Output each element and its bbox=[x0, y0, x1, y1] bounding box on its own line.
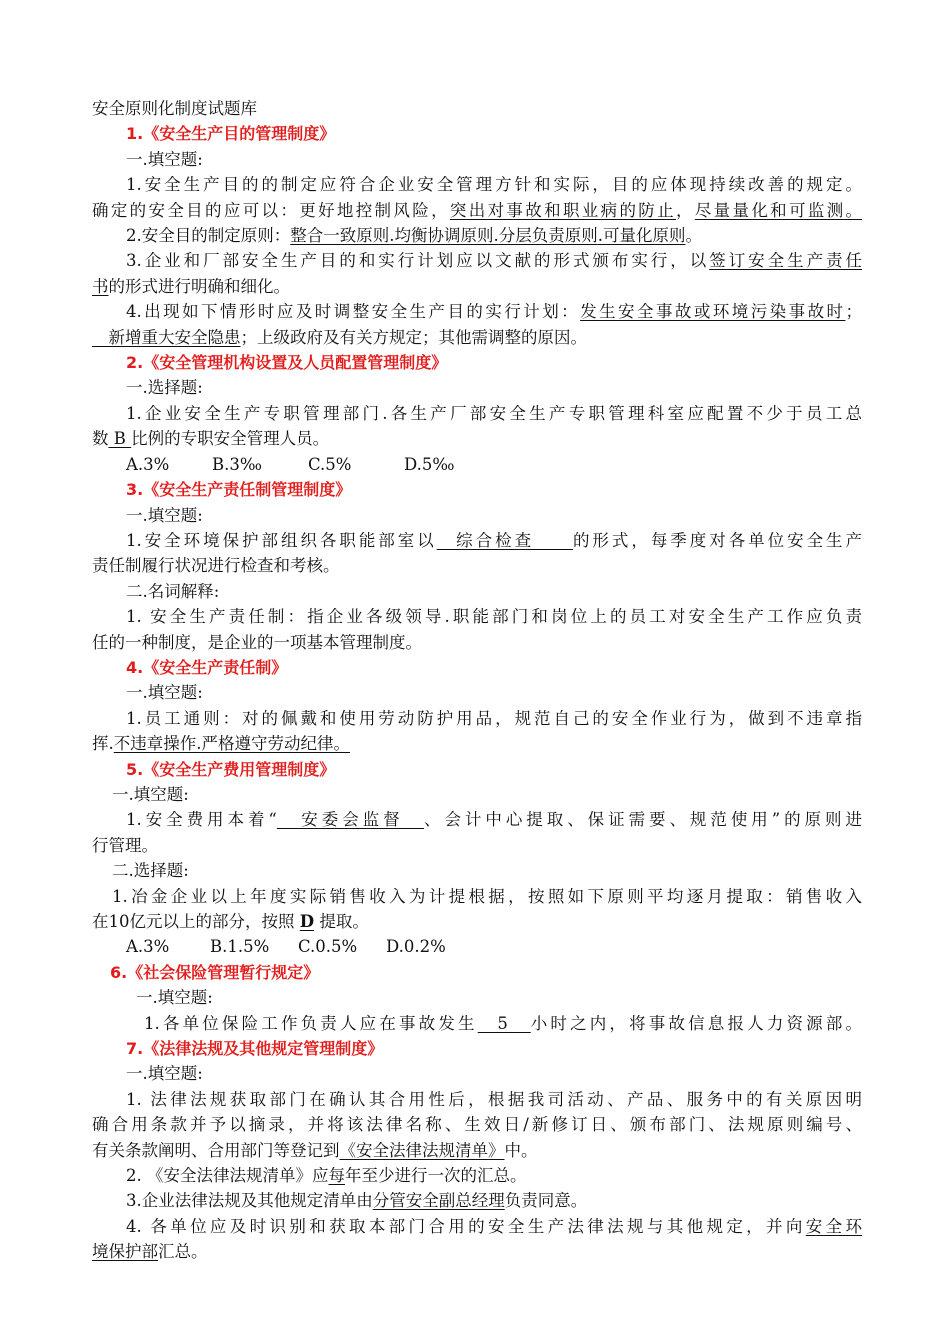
s3-q1-line1: 1.安全环境保护部组织各职能部室以 综合检查 的形式，每季度对各单位安全生产 bbox=[126, 530, 862, 550]
section-6-type: 一.填空题: bbox=[136, 988, 213, 1008]
option-c: C.5% bbox=[308, 454, 352, 474]
section-2-heading: 2.《安全管理机构设置及人员配置管理制度》 bbox=[126, 353, 448, 373]
option-a: A.3% bbox=[126, 937, 170, 957]
s2-q1-line1: 1.企业安全生产专职管理部门.各生产厂部安全生产专职管理科室应配置不少于员工总 bbox=[126, 403, 862, 423]
section-5-type1: 一.填空题: bbox=[112, 784, 189, 804]
option-d: D.0.2% bbox=[386, 937, 446, 957]
s7-q1-line3: 有关条款阐明、合用部门等登记到《安全法律法规清单》中。 bbox=[92, 1140, 538, 1160]
section-3-type2: 二.名词解释: bbox=[126, 581, 220, 601]
s4-q1-line1: 1.员工通则：对的佩戴和使用劳动防护用品，规范自己的安全作业行为，做到不违章指 bbox=[126, 708, 862, 728]
s5-q1-line1: 1.安全费用本着“ 安委会监督 、会计中心提取、保证需要、规范使用”的原则进 bbox=[126, 810, 863, 830]
s7-q1-line1: 1. 法律法规获取部门在确认其合用性后，根据我司活动、产品、服务中的有关原因明 bbox=[126, 1089, 862, 1109]
s3-q1-line2: 责任制履行状况进行检查和考核。 bbox=[92, 556, 340, 576]
option-b: B.1.5% bbox=[210, 937, 270, 957]
s7-q4-line2: 境保护部汇总。 bbox=[92, 1242, 208, 1262]
s3-n1-line1: 1. 安全生产责任制：指企业各级领导.职能部门和岗位上的员工对安全生产工作应负责 bbox=[126, 607, 862, 627]
s3-n1-line2: 任的一种制度，是企业的一项基本管理制度。 bbox=[92, 632, 422, 652]
document-page bbox=[92, 96, 862, 1265]
s1-q4-line1: 4.出现如下情形时应及时调整安全生产目的实行计划：发生安全事故或环境污染事故时； bbox=[126, 302, 862, 322]
section-7-type: 一.填空题: bbox=[126, 1064, 203, 1084]
s7-q3: 3.企业法律法规及其他规定清单由分管安全副总经理负责同意。 bbox=[126, 1191, 588, 1211]
s5-q1-line2: 行管理。 bbox=[92, 835, 158, 855]
section-4-type: 一.填空题: bbox=[126, 683, 203, 703]
section-7-heading: 7.《法律法规及其他规定管理制度》 bbox=[126, 1039, 384, 1059]
s1-q2: 2.安全目的制定原则：整合一致原则.均衡协调原则.分层负责原则.可量化原则。 bbox=[126, 226, 702, 246]
section-1-type: 一.填空题: bbox=[126, 149, 203, 169]
s2-q1-line2: 数 B 比例的专职安全管理人员。 bbox=[92, 429, 330, 449]
s1-q1-line1: 1.安全生产目的的制定应符合企业安全管理方针和实际，目的应体现持续改善的规定。 bbox=[126, 175, 862, 195]
section-5-heading: 5.《安全生产费用管理制度》 bbox=[126, 759, 336, 779]
doc-title: 安全原则化制度试题库 bbox=[92, 99, 257, 118]
s2-options bbox=[92, 452, 862, 477]
s7-q2: 2. 《安全法律法规清单》应每年至少进行一次的汇总。 bbox=[126, 1166, 527, 1186]
section-1-heading: 1.《安全生产目的管理制度》 bbox=[126, 124, 336, 144]
s1-q3-line2: 书的形式进行明确和细化。 bbox=[92, 276, 290, 296]
section-5-type2: 二.选择题: bbox=[112, 861, 189, 881]
section-3-heading: 3.《安全生产责任制管理制度》 bbox=[126, 480, 352, 500]
s6-q1: 1.各单位保险工作负责人应在事故发生 5 小时之内，将事故信息报人力资源部。 bbox=[144, 1013, 863, 1033]
option-c: C.0.5% bbox=[298, 937, 358, 957]
s5-q2-line1: 1.冶金企业以上年度实际销售收入为计提根据，按照如下原则平均逐月提取：销售收入 bbox=[112, 886, 862, 906]
option-d: D.5‰ bbox=[404, 454, 455, 474]
s7-q4-line1: 4. 各单位应及时识别和获取本部门合用的安全生产法律法规与其他规定，并向安全环 bbox=[126, 1216, 862, 1236]
s5-q2-line2: 在10亿元以上的部分，按照 D 提取。 bbox=[92, 912, 369, 931]
s1-q4-line2: 新增重大安全隐患；上级政府及有关方规定；其他需调整的原因。 bbox=[92, 327, 587, 347]
s5-options bbox=[92, 934, 862, 959]
section-4-heading: 4.《安全生产责任制》 bbox=[126, 657, 288, 677]
option-a: A.3% bbox=[126, 454, 170, 474]
section-6-heading: 6.《社会保险管理暂行规定》 bbox=[110, 962, 320, 982]
section-2-type: 一.选择题: bbox=[126, 378, 203, 398]
s7-q1-line2: 确合用条款并予以摘录，并将该法律名称、生效日/新修订日、颁布部门、法规原则编号、 bbox=[92, 1115, 862, 1135]
s4-q1-line2: 挥.不违章操作.严格遵守劳动纪律。 bbox=[92, 734, 350, 754]
s1-q1-line2: 确定的安全目的应可以：更好地控制风险，突出对事故和职业病的防止，尽量量化和可监测。 bbox=[92, 200, 863, 220]
s1-q3-line1: 3.企业和厂部安全生产目的和实行计划应以文献的形式颁布实行，以签订安全生产责任 bbox=[126, 251, 862, 271]
option-b: B.3‰ bbox=[212, 454, 263, 474]
section-3-type1: 一.填空题: bbox=[126, 505, 203, 525]
